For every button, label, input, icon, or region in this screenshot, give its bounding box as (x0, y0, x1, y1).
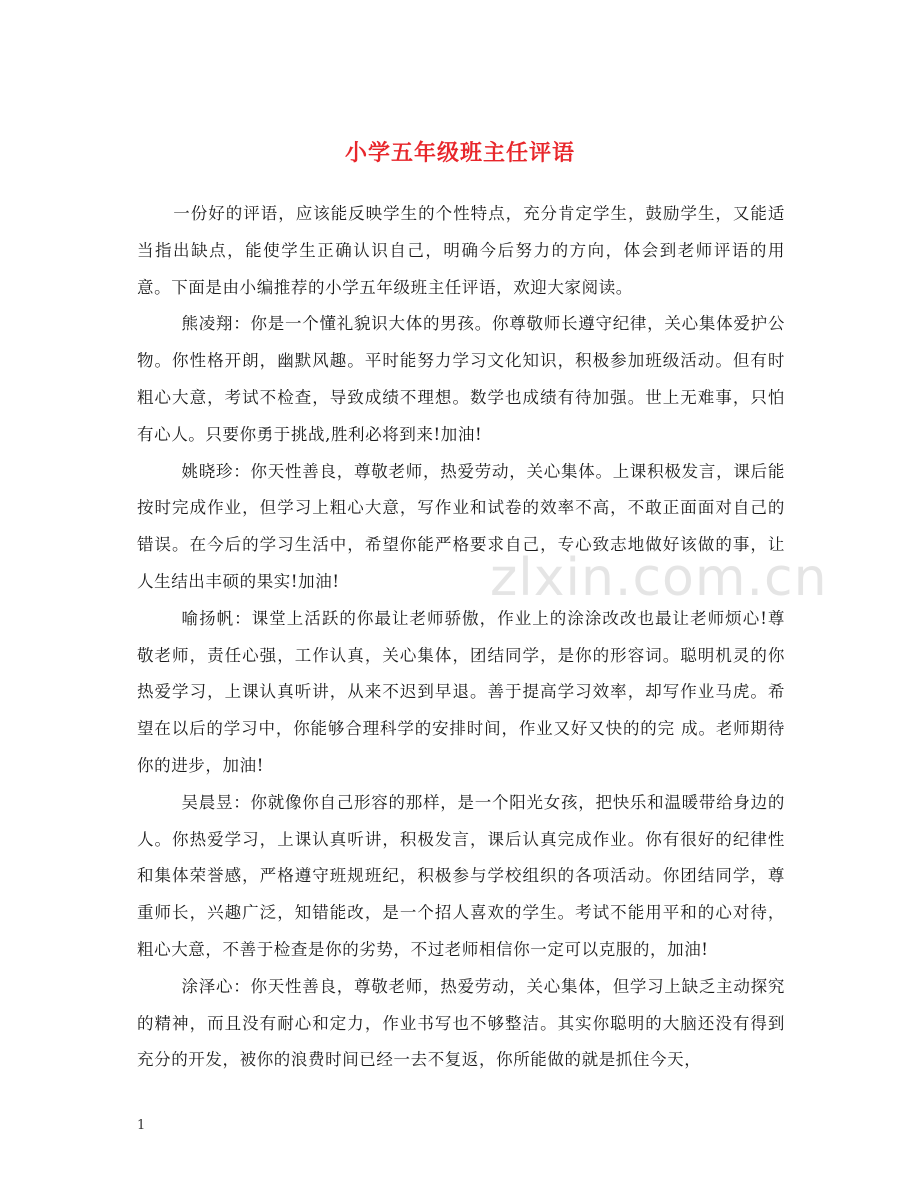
comment-paragraph-yao: 姚晓珍：你天性善良，尊敬老师，热爱劳动，关心集体。上课积极发言，课后能按时完成作业，但学习上粗心大意，写作业和试卷的效率不高，不敢正面面对自己的错误。在今后的学习生活中，希望你能严格要求自己，专心致志地做好该做的事，让人生结出丰硕的果实!加油! (137, 461, 785, 591)
comment-paragraph-xiong: 熊凌翔：你是一个懂礼貌识大体的男孩。你尊敬师长遵守纪律，关心集体爱护公物。你性格开朗，幽默风趣。平时能努力学习文化知识，积极参加班级活动。但有时粗心大意，考试不检查，导致成绩不理想。数学也成绩有待加强。世上无难事，只怕有心人。只要你勇于挑战,胜利必将到来!加油! (137, 314, 785, 444)
document-title: 小学五年级班主任评语 (344, 139, 575, 166)
page-number: 1 (137, 1118, 146, 1133)
document-body (137, 196, 785, 1079)
comment-paragraph-tu: 涂泽心：你天性善良，尊敬老师，热爱劳动，关心集体，但学习上缺乏主动探究的精神，而且没有耐心和定力，作业书写也不够整洁。其实你聪明的大脑还没有得到充分的开发，被你的浪费时间已经一去不复返，你所能做的就是抓住今天， (137, 976, 785, 1070)
comment-paragraph-wu: 吴晨昱：你就像你自己形容的那样，是一个阳光女孩，把快乐和温暖带给身边的人。你热爱学习，上课认真听讲，积极发言，课后认真完成作业。你有很好的纪律性和集体荣誉感，严格遵守班规班纪，积极参与学校组织的各项活动。你团结同学，尊重师长，兴趣广泛，知错能改，是一个招人喜欢的学生。考试不能用平和的心对待，粗心大意，不善于检查是你的劣势，不过老师相信你一定可以克服的，加油! (137, 792, 785, 959)
comment-paragraph-yu: 喻扬帆：课堂上活跃的你最让老师骄傲，作业上的涂涂改改也最让老师烦心!尊敬老师，责任心强，工作认真，关心集体，团结同学，是你的形容词。聪明机灵的你热爱学习，上课认真听讲，从来不迟到早退。善于提高学习效率，却写作业马虎。希望在以后的学习中，你能够合理科学的安排时间，作业又好又快的的完 成。老师期待你的进步，加油! (137, 608, 785, 775)
intro-paragraph: 一份好的评语，应该能反映学生的个性特点，充分肯定学生，鼓励学生，又能适当指出缺点，能使学生正确认识自己，明确今后努力的方向，体会到老师评语的用意。下面是由小编推荐的小学五年级班主任评语，欢迎大家阅读。 (137, 204, 785, 297)
site-watermark: zlxin.com.cn (490, 548, 828, 608)
